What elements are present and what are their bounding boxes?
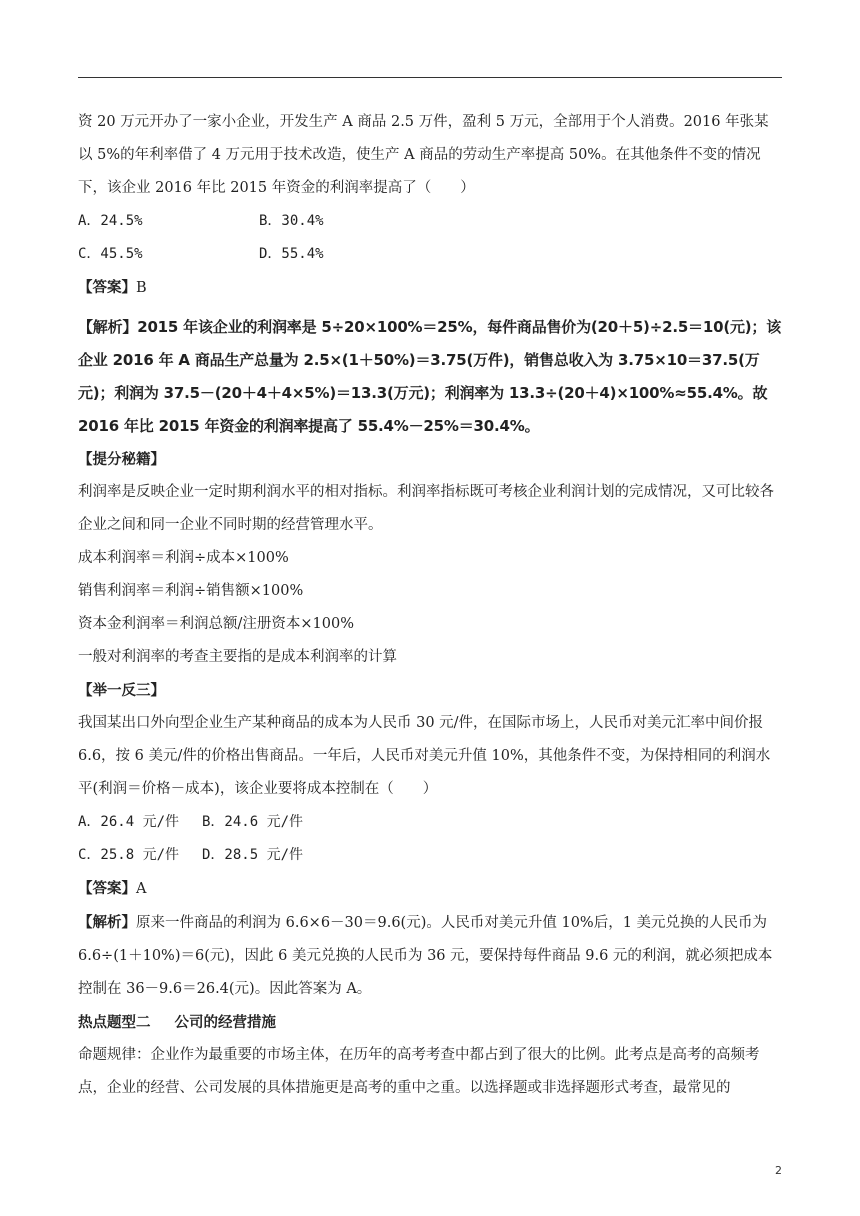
q1-analysis-tag: 【解析】	[78, 318, 138, 336]
q2-option-b: B．24.6 元/件	[202, 814, 304, 830]
q2-heading: 【举一反三】	[78, 682, 165, 699]
q2-options-row-1	[78, 806, 782, 839]
tips-intro: 利润率是反映企业一定时期利润水平的相对指标。利润率指标既可考核企业利润计划的完成情况，又可比较各企业之间和同一企业不同时期的经营管理水平。	[78, 484, 774, 533]
section-rule: 命题规律：企业作为最重要的市场主体，在历年的高考考查中都占到了很大的比例。此考点是高考的高频考点，企业的经营、公司发展的具体措施更是高考的重中之重。以选择题或非选择题形式考查，最常见的	[78, 1047, 760, 1096]
page-number: 2	[775, 1164, 782, 1177]
q2-analysis-text: 原来一件商品的利润为 6.6×6－30＝9.6(元)。人民币对美元升值 10%后，1 美元兑换的人民币为 6.6÷(1＋10%)＝6(元)，因此 6 美元兑换的人民币为 36 元，要保持每件商品 9.6 元的利润，就必须把成本控制在 36－9.6＝26.4(元)。因此答案为 A。	[78, 915, 773, 997]
q2-stem: 我国某出口外向型企业生产某种商品的成本为人民币 30 元/件，在国际市场上，人民币对美元汇率中间价报 6.6，按 6 美元/件的价格出售商品。一年后，人民币对美元升值 10%，其他条件不变，为保持相同的利润水平(利润＝价格－成本)，该企业要将成本控制在（ ）	[78, 715, 771, 797]
tips-heading: 【提分秘籍】	[78, 451, 165, 468]
section-name: 公司的经营措施	[174, 1014, 276, 1031]
section-label: 热点题型二	[78, 1014, 151, 1031]
q2-analysis	[78, 906, 782, 1006]
q1-option-c: C．45.5%	[78, 246, 143, 262]
formula-sales-profit-rate: 销售利润率＝利润÷销售额×100%	[78, 583, 304, 599]
q1-stem: 资 20 万元开办了一家小企业，开发生产 A 商品 2.5 万件，盈利 5 万元，全部用于个人消费。2016 年张某以 5%的年利率借了 4 万元用于技术改造，使生产 A 商品的劳动生产率提高 50%。在其他条件不变的情况下，该企业 2016 年比 2015 年资金的利润率提高了（ ）	[78, 114, 769, 196]
q1-answer-value: B	[136, 280, 147, 296]
document-body	[78, 106, 782, 1105]
q2-option-a: A．26.4 元/件	[78, 814, 180, 830]
q2-analysis-tag: 【解析】	[78, 914, 136, 931]
q1-answer-tag: 【答案】	[78, 279, 136, 296]
q1-analysis-text: 2015 年该企业的利润率是 5÷20×100%＝25%，每件商品售价为(20＋5)÷2.5＝10(元)；该企业 2016 年 A 商品生产总量为 2.5×(1＋50%)＝3.75(万件)，销售总收入为 3.75×10＝37.5(万元)；利润为 37.5－(20＋4＋4×5%)＝13.3(万元)；利润率为 13.3÷(20＋4)×100%≈55.4%。故 2016 年比 2015 年资金的利润率提高了 55.4%－25%＝30.4%。	[78, 318, 782, 435]
tips-note: 一般对利润率的考查主要指的是成本利润率的计算	[78, 649, 397, 665]
q1-option-d: D．55.4%	[259, 246, 324, 262]
formula-capital-profit-rate: 资本金利润率＝利润总额/注册资本×100%	[78, 616, 354, 632]
q2-option-c: C．25.8 元/件	[78, 847, 180, 863]
q1-analysis	[78, 311, 782, 443]
q2-options-row-2	[78, 839, 782, 872]
q2-answer	[78, 872, 782, 906]
q1-options-row-1	[78, 205, 782, 238]
header-rule	[78, 77, 782, 78]
q1-options-row-2	[78, 238, 782, 271]
formula-cost-profit-rate: 成本利润率＝利润÷成本×100%	[78, 550, 289, 566]
q1-option-a: A．24.5%	[78, 213, 143, 229]
section-title	[78, 1006, 782, 1039]
q2-answer-tag: 【答案】	[78, 880, 136, 897]
q1-option-b: B．30.4%	[259, 213, 324, 229]
q2-answer-value: A	[136, 881, 147, 897]
q2-option-d: D．28.5 元/件	[202, 847, 304, 863]
q1-answer	[78, 271, 782, 305]
